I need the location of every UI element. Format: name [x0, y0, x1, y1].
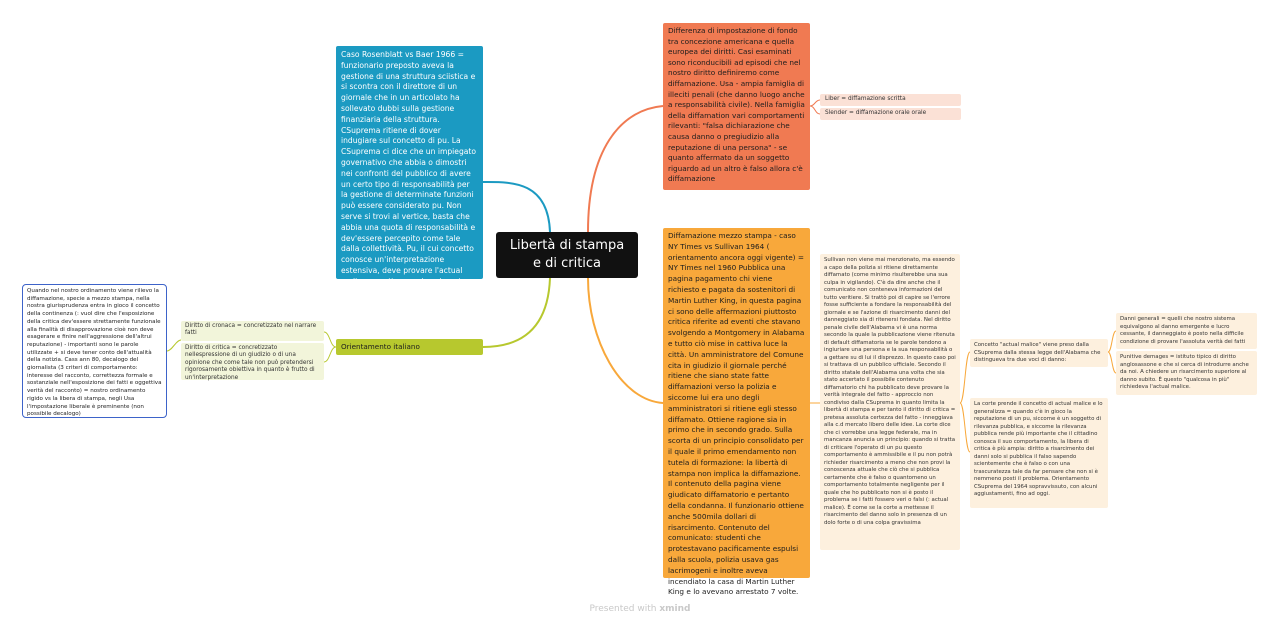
- subtopic-actual-malice[interactable]: Concetto "actual malice" viene preso dalla CSuprema dalla stessa legge dell'Alabama che distingueva tra due voci di danno:: [970, 339, 1108, 367]
- topic-ny-times-sullivan[interactable]: Diffamazione mezzo stampa - caso NY Times vs Sullivan 1964 ( orientamento ancora oggi vigente) = NY Times nel 1960 Pubblica una pagina pagamento chi viene richiesto e pagata da sostenitori di Martin Luther King, in questa pagina ci sono delle affermazioni piuttosto critica riferite ad eventi che stavano svolgendo a Montgomery in Alabama e tutto ciò mise in cattiva luce la città. Un amministratore del Comune cita in giudizio il giornale perché ritiene che siano state fatte diffamazioni verso la polizia e siccome lui era uno degli amministratori si ritiene egli stesso diffamato. Ottiene ragione sia in primo che in secondo grado. Sulla scorta di un principio consolidato per il quale il primo emendamento non tutela di formazione: la libertà di stampa non implica la diffamazione. Il contenuto della pagina viene giudicato diffamatorio e pertanto della condanna. Il funzionario ottiene anche 500mila dollari di risarcimento. Contenuto del comunicato: studenti che protestavano pacificamente espulsi dalla scuola, polizia usava gas lacrimogeni e inoltre aveva incendiato la casa di Martin Luther King e lo avevano arrestato 7 volte.: [663, 228, 810, 578]
- subtopic-diritto-cronaca[interactable]: Diritto di cronaca = concretizzato nel narrare fatti: [181, 321, 324, 341]
- xmind-logo-text[interactable]: xmind: [659, 604, 691, 614]
- topic-rosenblatt-baer[interactable]: Caso Rosenblatt vs Baer 1966 = funzionario preposto aveva la gestione di una struttura sciistica e si scontra con il direttore di un giornale che in un articolato ha sollevato dubbi sulla gestione finanziaria della struttura. CSuprema ritiene di dover indugiare sul concetto di pu. La CSuprema ci dice che un impiegato governativo che abbia o dimostri nei confronti del pubblico di avere un certo tipo di responsabilità per la gestione di determinate funzioni può essere considerato pu. Non serve si trovi al vertice, basta che abbia una quota di responsabilità e dev'essere percepito come tale dalla collettività. Pu, il cui concetto conosce un'interpretazione estensiva, deve provare l'actual malice per ottenere risarcimento danni: [336, 46, 483, 279]
- floating-topic-continenza[interactable]: Quando nel nostro ordinamento viene rilievo la diffamazione, specie a mezzo stampa, nella nostra giurisprudenza entra in gioco il concetto della continenza (: vuol dire che l'esposizione della critica dev'essere strettamente funzionale alla finalità di disapprovazione cioè non deve esagerare e finire nell'aggressione dell'altrui reputazione) - importanti sono le parole utilizzate + si deve tener conto dell'attualità della notizia. Cass ann 80, decalogo del giornalista (3 criteri di comportamento: interesse del racconto, correttezza formale e sostanziale nell'esposizione dei fatti e oggettiva verità del racconto) = nostro ordinamento rigido vs la libera di stampa, negli Usa l'impostazione liberale è preminente (non possibile decalogo): [22, 284, 167, 418]
- subtopic-corte-prende[interactable]: La corte prende il concetto di actual malice e lo generalizza = quando c'è in gioco la reputazione di un pu, siccome è un soggetto di rilevanza pubblica, e siccome la rilevanza pubblica rende più importante che il cittadino conosca il suo comportamento, la libera di critica è più ampia: diritto a risarcimento dei danni solo si pubblica il falso sapendo scientemente che è falso o con una trascuratezza tale da far pensare che non si è nemmeno posti il problema. Orientamento CSuprema del 1964 sopravvissuto, con alcuni aggiustamenti, fino ad oggi.: [970, 398, 1108, 508]
- footer-prefix: Presented with: [589, 604, 657, 614]
- footer-presented-with: [0, 604, 1280, 614]
- subtopic-slander[interactable]: Slender = diffamazione orale orale: [820, 108, 961, 120]
- central-topic[interactable]: Libertà di stampa e di critica: [496, 232, 638, 278]
- subtopic-libel[interactable]: Liber = diffamazione scritta: [820, 94, 961, 106]
- topic-differenza-impostazione[interactable]: Differenza di impostazione di fondo tra concezione americana e quella europea dei diritti. Casi esaminati sono riconducibili ad episodi che nel nostro diritto definiremo come diffamazione. Usa - ampia famiglia di illeciti penali (che danno luogo anche a responsabilità civile). Nella famiglia della diffamation vari comportamenti rilevanti: "falsa dichiarazione che causa danno o pregiudizio alla reputazione di una persona" - se quanto affermato da un soggetto riguardo ad un altro è falso allora c'è diffamazione: [663, 23, 810, 190]
- topic-orientamento-italiano[interactable]: Orientamento italiano: [336, 339, 483, 355]
- subtopic-diritto-critica[interactable]: Diritto di critica = concretizzato nellespressione di un giudizio o di una opinione che come tale non può pretendersi rigorosamente obiettiva in quanto è frutto di un'interpretazione: [181, 343, 324, 380]
- subtopic-sullivan[interactable]: Sullivan non viene mai menzionato, ma essendo a capo della polizia si ritiene direttamente diffamato (come minimo risulterebbe una sua culpa in vigilando). C'è da dire anche che il comunicato non conteneva informazioni del tutto veritiere. Si trattò poi di capire se l'errore fosse sufficiente a fondare la responsabilità del giornale e se l'azione di risarcimento danni del danneggiato sia di ritenersi fondata. Nel diritto penale civile dell'Alabama vi è una norma secondo la quale la pubblicazione viene ritenuta di default diffamatoria se le parole tendono a ingiuriare una persona e la sua responsabilità o a gettare su di lui il disprezzo. In questo caso poi si trattava di un pubblico ufficiale. Secondo il diritto statale dell'Alabama una volta che sia stato accertato il possibile contenuto diffamatorio chi ha pubblicato deve provare la verità integrale del fatto - approccio non condiviso dalla CSuprema in quanto limita la libertà di stampa e per tanto il diritto di critica = pretesa assoluta certezza del fatto - inneggiava alla c.d mercato libero delle idee. La corte dice che ci vorrebbe una legge federale, ma in mancanza anuncia un principio: quando si tratta di criticare l'operato di un pu questo comportamento è ammissibile e il pu non potrà richieder risarcimento a meno che non provi la conoscenza attuale che ciò che si pubblica certamente che è falso o quantomeno un comportamento totalmente negligente per il quale che ho pubblicato non si è posto il problema se i fatti fossero veri o falsi (: actual malice). È come se la corte a mettesse il risarcimento del danno solo in presenza di un dolo forte o di una colpa gravissima: [820, 254, 960, 550]
- subtopic-punitive-damages[interactable]: Punitive demages = istituto tipico di diritto anglosassone e che si cerca di introdurre anche da noi. A chiedere un risarcimento superiore al danno subito. È questo "qualcosa in più" richiedeva l'actual malice.: [1116, 351, 1257, 395]
- subtopic-danni-generali[interactable]: Danni generali = quelli che nostro sistema equivalgono al danno emergente e lucro cessante, il danneggiato è posto nella difficile condizione di provare l'assoluta verità dei fatti: [1116, 313, 1257, 349]
